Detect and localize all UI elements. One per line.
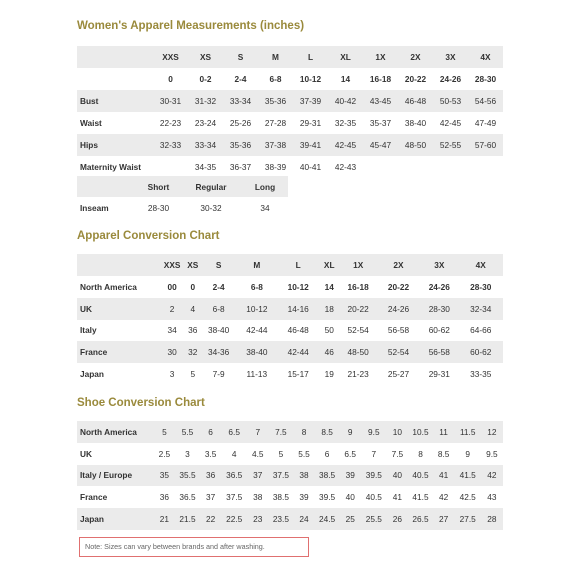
column-header: 1X <box>363 46 398 68</box>
row-label: UK <box>80 448 92 459</box>
shoe-table <box>77 421 503 530</box>
table-cell: 25-26 <box>229 118 252 128</box>
table-cell: 24-26 <box>428 281 450 292</box>
column-header: L <box>278 254 319 276</box>
apparel-row <box>77 363 503 385</box>
table-cell: 46-48 <box>398 90 433 112</box>
table-cell: 40 <box>345 492 355 503</box>
row-label <box>77 68 153 90</box>
table-cell: 39-41 <box>293 134 328 156</box>
table-cell: 38 <box>253 492 263 503</box>
column-header: XS <box>188 46 223 68</box>
table-cell: 48-50 <box>398 134 433 156</box>
womens-row <box>77 90 503 112</box>
table-cell: 25 <box>339 508 361 530</box>
table-cell: 52-54 <box>377 341 420 363</box>
table-cell: 11-13 <box>246 369 268 380</box>
table-cell: 38-40 <box>404 118 427 128</box>
table-cell: 5.5 <box>298 448 310 459</box>
row-label: Inseam <box>80 202 109 213</box>
table-cell: 6 <box>200 421 222 443</box>
table-cell: 34 <box>260 202 270 213</box>
table-cell: 38-40 <box>236 341 277 363</box>
table-cell: 23.5 <box>269 508 293 530</box>
column-header: XL <box>319 254 340 276</box>
table-cell: 30-31 <box>153 90 188 112</box>
table-cell: 36 <box>159 492 169 503</box>
table-cell: 22.5 <box>222 508 247 530</box>
table-cell: 00 <box>167 281 177 292</box>
table-cell: 38-39 <box>264 162 287 172</box>
shoe-row <box>77 421 503 443</box>
table-cell: 2-4 <box>234 74 247 84</box>
table-cell: 60-62 <box>458 341 503 363</box>
inseam-header-row <box>77 176 288 197</box>
table-cell: 35.5 <box>175 465 199 487</box>
table-cell: 34-35 <box>194 162 217 172</box>
table-cell: 3 <box>185 448 190 459</box>
table-cell: 10-12 <box>236 298 277 320</box>
table-cell: 5 <box>278 448 284 459</box>
column-header: M <box>236 254 277 276</box>
table-cell: 6.5 <box>222 421 247 443</box>
table-cell: 8.5 <box>437 448 450 459</box>
table-cell: 42 <box>438 492 449 503</box>
table-cell: 38 <box>293 465 315 487</box>
row-label <box>77 46 153 68</box>
table-cell: 4 <box>185 298 202 320</box>
table-cell: 46-48 <box>287 325 309 336</box>
shoe-title: Shoe Conversion Chart <box>77 397 205 409</box>
table-cell: 7-9 <box>212 369 225 380</box>
column-header: 4X <box>468 46 503 68</box>
table-cell <box>468 156 503 178</box>
row-label: France <box>77 341 160 363</box>
table-cell: 36.5 <box>179 492 196 503</box>
sizing-note: Note: Sizes can vary between brands and after washing. <box>79 537 309 557</box>
table-cell: 47-49 <box>474 118 497 128</box>
table-cell: 30-32 <box>200 202 222 213</box>
table-cell: 32-33 <box>153 134 188 156</box>
table-cell: 9.5 <box>486 448 498 459</box>
column-header: 2X <box>377 254 420 276</box>
womens-row <box>77 112 503 134</box>
table-cell: 2.5 <box>158 448 171 459</box>
table-cell: 21-23 <box>347 369 369 380</box>
table-cell: 34-36 <box>201 341 236 363</box>
table-cell: 20-22 <box>404 74 427 84</box>
table-cell: 28 <box>481 508 503 530</box>
table-cell: 14 <box>324 281 334 292</box>
column-header: S <box>201 254 236 276</box>
table-cell: 8 <box>293 421 315 443</box>
table-cell: 18 <box>319 298 340 320</box>
table-cell: 7.5 <box>269 421 293 443</box>
table-cell: 2 <box>160 298 185 320</box>
table-cell: 41.5 <box>455 465 481 487</box>
table-cell: 37.5 <box>269 465 293 487</box>
table-cell: 40 <box>386 465 408 487</box>
table-cell: 50-53 <box>433 90 468 112</box>
table-cell: 50 <box>324 325 334 336</box>
table-cell: 22 <box>200 508 222 530</box>
table-cell: 42 <box>481 465 503 487</box>
table-cell: 2-4 <box>212 281 225 292</box>
apparel-header-row <box>77 254 503 276</box>
table-cell: 10-12 <box>287 281 309 292</box>
table-cell: 28-30 <box>470 281 492 292</box>
column-header: Regular <box>180 176 242 197</box>
table-cell: 40-42 <box>328 90 363 112</box>
table-cell: 10.5 <box>408 421 432 443</box>
table-cell: 3.5 <box>204 448 217 459</box>
column-header: XS <box>185 254 202 276</box>
table-cell: 36-37 <box>229 162 252 172</box>
table-cell: 11.5 <box>455 421 481 443</box>
womens-title: Women's Apparel Measurements (inches) <box>77 20 305 32</box>
table-cell: 39 <box>299 492 309 503</box>
table-cell: 27 <box>433 508 455 530</box>
column-header: 2X <box>398 46 433 68</box>
womens-row <box>77 156 503 178</box>
table-cell: 26 <box>386 508 408 530</box>
row-label: North America <box>80 281 137 292</box>
row-label: Bust <box>77 90 153 112</box>
table-cell: 28-30 <box>474 74 497 84</box>
table-cell: 0 <box>190 281 196 292</box>
table-cell: 32-34 <box>458 298 503 320</box>
table-cell: 40.5 <box>365 492 382 503</box>
table-cell: 64-66 <box>470 325 492 336</box>
apparel-row <box>77 276 503 298</box>
table-cell: 37-38 <box>258 134 293 156</box>
table-cell: 54-56 <box>468 90 503 112</box>
shoe-row <box>77 465 503 487</box>
row-label: Italy <box>80 325 97 336</box>
column-header: 3X <box>433 46 468 68</box>
table-cell: 6 <box>324 448 330 459</box>
table-cell: 45-47 <box>363 134 398 156</box>
table-cell: 46 <box>319 341 340 363</box>
table-cell: 39.5 <box>319 492 336 503</box>
table-cell: 28-30 <box>147 202 170 213</box>
row-label: Waist <box>80 118 102 128</box>
table-cell: 41.5 <box>412 492 429 503</box>
table-cell <box>433 156 468 178</box>
table-cell: 29-31 <box>428 369 450 380</box>
row-label: Japan <box>77 508 153 530</box>
table-cell: 4.5 <box>252 448 264 459</box>
table-cell: 27.5 <box>455 508 481 530</box>
table-cell: 15-17 <box>287 369 309 380</box>
column-header: 3X <box>420 254 458 276</box>
table-cell: 43-45 <box>363 90 398 112</box>
table-cell <box>153 156 188 178</box>
table-cell: 33-34 <box>188 134 223 156</box>
table-cell: 41 <box>392 492 403 503</box>
table-cell: 36 <box>188 325 198 336</box>
table-cell: 6-8 <box>269 74 282 84</box>
table-cell: 9 <box>339 421 361 443</box>
womens-header-row <box>77 46 503 68</box>
table-cell: 43 <box>487 492 497 503</box>
table-cell: 39.5 <box>361 465 386 487</box>
table-cell: 42-43 <box>334 162 357 172</box>
row-label: Japan <box>80 369 104 380</box>
table-cell: 36.5 <box>222 465 247 487</box>
apparel-row <box>77 320 503 342</box>
table-cell: 16-18 <box>369 74 392 84</box>
table-cell: 52-55 <box>433 134 468 156</box>
table-cell: 37-39 <box>293 90 328 112</box>
table-cell <box>398 156 433 178</box>
table-cell: 14-16 <box>278 298 319 320</box>
table-cell: 20-22 <box>340 298 377 320</box>
table-cell: 33-35 <box>470 369 492 380</box>
table-cell: 32 <box>185 341 202 363</box>
table-cell: 25-27 <box>387 369 410 380</box>
womens-row <box>77 68 503 90</box>
row-label: UK <box>77 298 160 320</box>
table-cell: 36 <box>200 465 222 487</box>
table-cell: 40-41 <box>299 162 322 172</box>
table-cell: 12 <box>481 421 503 443</box>
table-cell: 10-12 <box>299 74 322 84</box>
table-cell: 0 <box>168 74 173 84</box>
row-label: North America <box>77 421 153 443</box>
table-cell: 41 <box>433 465 455 487</box>
table-cell: 21.5 <box>175 508 199 530</box>
table-cell: 35-36 <box>258 90 293 112</box>
table-cell: 42-45 <box>328 134 363 156</box>
table-cell: 52-54 <box>347 325 369 336</box>
row-label: Italy / Europe <box>77 465 153 487</box>
row-label: Hips <box>77 134 153 156</box>
column-header: Long <box>242 176 288 197</box>
table-cell: 24-26 <box>377 298 420 320</box>
shoe-row <box>77 443 503 465</box>
table-cell: 19 <box>324 369 334 380</box>
apparel-table <box>77 254 503 385</box>
row-label <box>77 254 160 276</box>
table-cell: 24-26 <box>439 74 462 84</box>
table-cell: 24 <box>293 508 315 530</box>
table-cell: 11 <box>433 421 455 443</box>
table-cell: 26.5 <box>408 508 432 530</box>
table-cell: 56-58 <box>387 325 410 336</box>
table-cell: 22-23 <box>159 118 182 128</box>
table-cell: 5 <box>190 369 196 380</box>
table-cell: 38.5 <box>315 465 339 487</box>
table-cell: 34 <box>167 325 177 336</box>
table-cell: 48-50 <box>340 341 377 363</box>
table-cell: 25.5 <box>361 508 386 530</box>
table-cell: 16-18 <box>347 281 369 292</box>
table-cell: 56-58 <box>420 341 458 363</box>
table-cell: 38-40 <box>208 325 230 336</box>
table-cell: 5 <box>153 421 175 443</box>
table-cell: 9 <box>465 448 471 459</box>
table-cell: 7.5 <box>391 448 404 459</box>
table-cell: 32-35 <box>334 118 357 128</box>
table-cell: 27-28 <box>264 118 287 128</box>
table-cell: 9.5 <box>361 421 386 443</box>
table-cell: 42-44 <box>278 341 319 363</box>
table-cell: 37 <box>205 492 216 503</box>
apparel-title: Apparel Conversion Chart <box>77 230 220 242</box>
table-cell: 38.5 <box>272 492 289 503</box>
shoe-row <box>77 508 503 530</box>
table-cell: 3 <box>169 369 175 380</box>
table-cell: 23-24 <box>194 118 217 128</box>
table-cell: 37 <box>247 465 269 487</box>
row-label <box>77 176 137 197</box>
table-cell: 33-34 <box>223 90 258 112</box>
table-cell: 21 <box>153 508 175 530</box>
table-cell: 24.5 <box>315 508 339 530</box>
table-cell: 31-32 <box>188 90 223 112</box>
table-cell: 30 <box>160 341 185 363</box>
column-header: M <box>258 46 293 68</box>
table-cell: 37.5 <box>226 492 243 503</box>
table-cell: 7 <box>371 448 377 459</box>
table-cell: 20-22 <box>387 281 410 292</box>
table-cell: 60-62 <box>428 325 450 336</box>
table-cell: 40.5 <box>408 465 432 487</box>
apparel-row <box>77 341 503 363</box>
table-cell: 4 <box>231 448 237 459</box>
shoe-row <box>77 486 503 508</box>
table-cell: 8.5 <box>315 421 339 443</box>
table-cell: 6-8 <box>250 281 263 292</box>
table-cell: 42.5 <box>459 492 476 503</box>
table-cell: 35-37 <box>369 118 392 128</box>
table-cell: 29-31 <box>299 118 322 128</box>
table-cell: 0-2 <box>199 74 212 84</box>
column-header: XXS <box>160 254 185 276</box>
table-cell: 14 <box>340 74 351 84</box>
column-header: L <box>293 46 328 68</box>
row-label: France <box>80 492 108 503</box>
table-cell: 23 <box>247 508 269 530</box>
table-cell: 28-30 <box>420 298 458 320</box>
table-cell: 5.5 <box>175 421 199 443</box>
column-header: XXS <box>153 46 188 68</box>
table-cell: 35-36 <box>223 134 258 156</box>
table-cell: 6.5 <box>344 448 356 459</box>
column-header: Short <box>137 176 180 197</box>
table-cell: 35 <box>153 465 175 487</box>
table-cell <box>363 156 398 178</box>
apparel-row <box>77 298 503 320</box>
inseam-row <box>77 197 288 218</box>
table-cell: 6-8 <box>201 298 236 320</box>
table-cell: 42-44 <box>246 325 268 336</box>
table-cell: 42-45 <box>439 118 462 128</box>
column-header: S <box>223 46 258 68</box>
table-cell: 8 <box>418 448 423 459</box>
row-label: Maternity Waist <box>80 162 142 172</box>
womens-table <box>77 46 503 178</box>
column-header: 4X <box>458 254 503 276</box>
table-cell: 57-60 <box>468 134 503 156</box>
column-header: XL <box>328 46 363 68</box>
table-cell: 10 <box>386 421 408 443</box>
column-header: 1X <box>340 254 377 276</box>
table-cell: 7 <box>247 421 269 443</box>
womens-row <box>77 134 503 156</box>
table-cell: 39 <box>339 465 361 487</box>
inseam-table <box>77 176 288 218</box>
